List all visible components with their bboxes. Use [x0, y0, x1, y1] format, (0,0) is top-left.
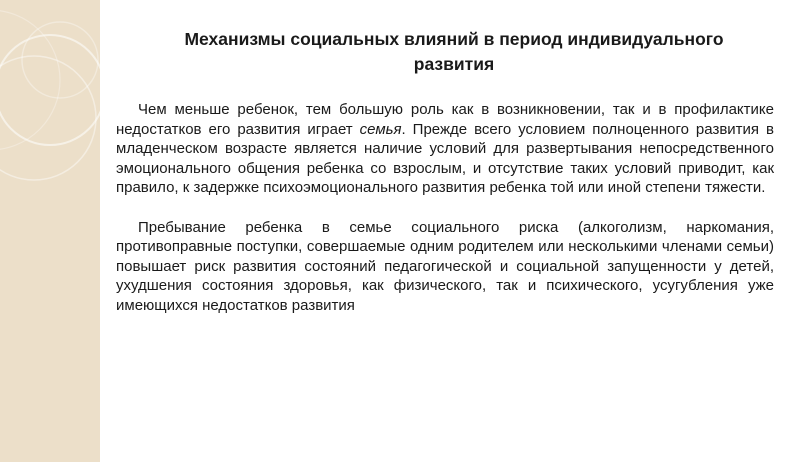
paragraph-1-part-1: Чем меньше ребенок, тем большую роль как в возникновении, так и в профилактике недостатков его развития играет: [116, 101, 774, 138]
slide-title-line-1: Механизмы социальных влияний в период индивидуального: [184, 29, 724, 49]
paragraph-social-risk: Пребывание ребенка в семье социального риска (алкоголизм, наркомания, противоправные поступки, совершаемые одним родителем или несколькими членами семьи) повышает риск развития состояний педагогической и социальной запущенности у детей, ухудшения состояния здоровья, как физического, так и психического, усугубления уже имеющихся недостатков развития: [116, 218, 774, 314]
slide-title-line-2: развития: [413, 54, 495, 74]
circle-ornament-icon: [0, 0, 100, 462]
decorative-sidebar: [0, 0, 100, 462]
paragraph-1-part-2: . Прежде всего условием полноценного развития в младенческом возрасте является наличие условий для развертывания непосредственного эмоционального общения ребенка со взрослым, и отсутствие таких условий приводит, как правило, к задержке психоэмоционального развития ребенка той или иной степени тяжести.: [116, 120, 774, 197]
slide-title: [118, 27, 790, 77]
slide-body: [116, 100, 774, 335]
paragraph-family-influence: [116, 100, 774, 198]
paragraph-1-emphasis: семья: [359, 120, 402, 138]
